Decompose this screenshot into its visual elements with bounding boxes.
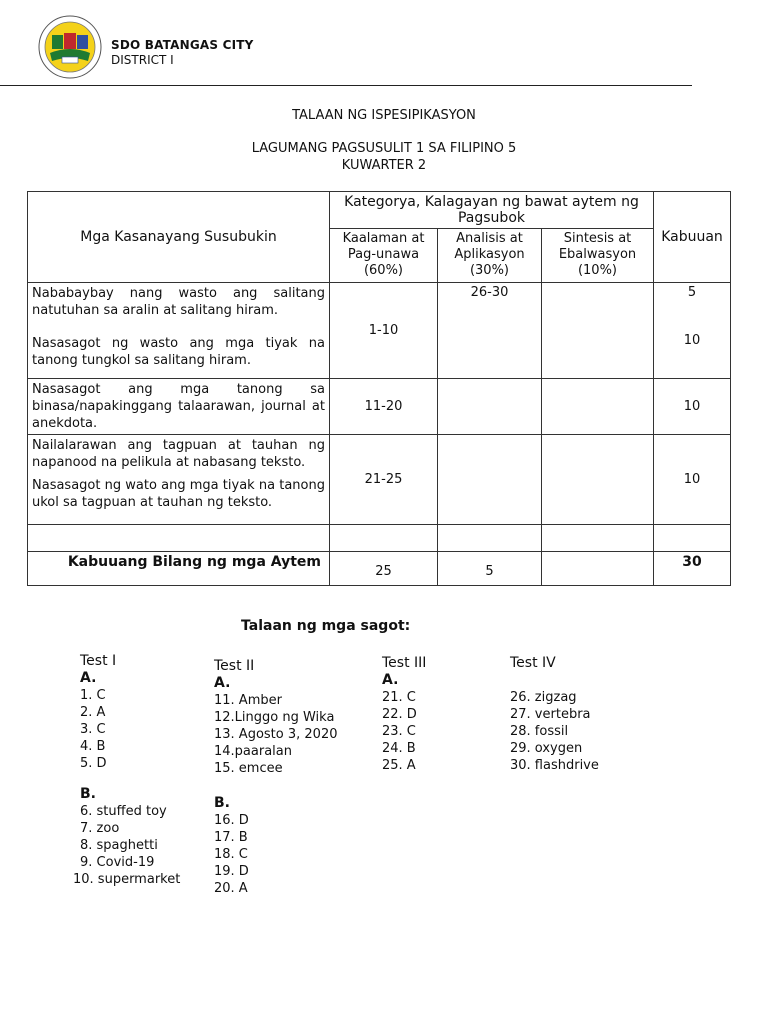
test-2-part-a: A. (214, 675, 231, 691)
analysis-cell: 26-30 (438, 283, 542, 379)
synthesis-cell (542, 435, 654, 525)
total-cell: 10 (654, 435, 731, 525)
school-seal-icon (38, 15, 102, 79)
test-1-title: Test I (80, 653, 117, 669)
quarter-label: KUWARTER 2 (341, 158, 427, 173)
list-item: 1. C (80, 688, 106, 703)
total-cell: 5 10 (654, 283, 731, 379)
totals-label: Kabuuang Bilang ng mga Aytem (28, 552, 330, 586)
knowledge-cell: 11-20 (330, 379, 438, 435)
answer-key-title: Talaan ng mga sagot: (241, 618, 411, 634)
list-item: 14.paaralan (214, 744, 292, 759)
table-row (28, 379, 731, 435)
totals-synthesis (542, 552, 654, 586)
analysis-cell (438, 435, 542, 525)
analysis-cell (438, 379, 542, 435)
totals-total: 30 (654, 552, 731, 586)
list-item: 11. Amber (214, 693, 282, 708)
list-item: 4. B (80, 739, 106, 754)
list-item: 30. flashdrive (510, 758, 599, 773)
test-4-column (510, 655, 599, 774)
list-item: 6. stuffed toy (80, 804, 167, 819)
test-2-title: Test II (214, 658, 255, 674)
header-analysis: Analisis at Aplikasyon (30%) (438, 229, 542, 283)
district-name: DISTRICT I (111, 53, 174, 67)
test-2-column (214, 658, 337, 897)
skill-cell: Nailalarawan ang tagpuan at tauhan ng napanood na pelikula at nabasang teksto. Nasasagot ng wato ang mga tiyak na tanong ukol sa tagpuan at tauhan ng teksto. (28, 435, 330, 525)
list-item: 23. C (382, 724, 416, 739)
synthesis-cell (542, 283, 654, 379)
test-2-part-b: B. (214, 795, 230, 811)
test-1-part-b: B. (80, 786, 96, 802)
list-item: 29. oxygen (510, 741, 583, 756)
org-name: SDO BATANGAS CITY (111, 38, 254, 52)
total-cell: 10 (654, 379, 731, 435)
header-skills: Mga Kasanayang Susubukin (28, 192, 330, 283)
document-title: TALAAN NG ISPESIPIKASYON (292, 108, 476, 123)
list-item: 7. zoo (80, 821, 120, 836)
list-item: 2. A (80, 705, 106, 720)
skill-cell: Nasasagot ang mga tanong sa binasa/napakinggang talaarawan, journal at anekdota. (28, 379, 330, 435)
list-item: 21. C (382, 690, 416, 705)
list-item: 12.Linggo ng Wika (214, 710, 335, 725)
list-item: 20. A (214, 881, 248, 896)
header-knowledge: Kaalaman at Pag-unawa (60%) (330, 229, 438, 283)
test-4-title: Test IV (510, 655, 556, 671)
list-item: 24. B (382, 741, 416, 756)
knowledge-cell: 21-25 (330, 435, 438, 525)
list-item: 25. A (382, 758, 416, 773)
table-row (28, 283, 731, 379)
test-3-column (382, 655, 426, 774)
list-item: 19. D (214, 864, 249, 879)
list-item: 9. Covid-19 (80, 855, 155, 870)
list-item: 27. vertebra (510, 707, 591, 722)
test-3-title: Test III (382, 655, 427, 671)
totals-knowledge: 25 (330, 552, 438, 586)
specification-table (27, 191, 731, 586)
table-row (28, 435, 731, 525)
synthesis-cell (542, 379, 654, 435)
table-row-empty (28, 525, 731, 552)
list-item: 13. Agosto 3, 2020 (214, 727, 338, 742)
header-rule (0, 85, 692, 86)
list-item: 15. emcee (214, 761, 283, 776)
list-item: 28. fossil (510, 724, 569, 739)
test-1-column (73, 653, 180, 888)
list-item: 5. D (80, 756, 107, 771)
header-total: Kabuuan (654, 192, 731, 283)
list-item: 8. spaghetti (80, 838, 158, 853)
document-subtitle: LAGUMANG PAGSUSULIT 1 SA FILIPINO 5 (251, 141, 517, 156)
list-item: 16. D (214, 813, 249, 828)
list-item: 3. C (80, 722, 106, 737)
list-item: 10. supermarket (73, 872, 181, 887)
knowledge-cell: 1-10 (330, 283, 438, 379)
test-1-part-a: A. (80, 670, 97, 686)
list-item: 18. C (214, 847, 248, 862)
list-item: 22. D (382, 707, 417, 722)
header-synthesis: Sintesis at Ebalwasyon (10%) (542, 229, 654, 283)
skill-cell: Nababaybay nang wasto ang salitang natutuhan sa aralin at salitang hiram. Nasasagot ng wasto ang mga tiyak na tanong tungkol sa salitang hiram. (28, 283, 330, 379)
header-category: Kategorya, Kalagayan ng bawat aytem ng Pagsubok (330, 192, 654, 229)
list-item: 17. B (214, 830, 248, 845)
list-item: 26. zigzag (510, 690, 577, 705)
totals-analysis: 5 (438, 552, 542, 586)
totals-row (28, 552, 731, 586)
test-3-part-a: A. (382, 672, 399, 688)
